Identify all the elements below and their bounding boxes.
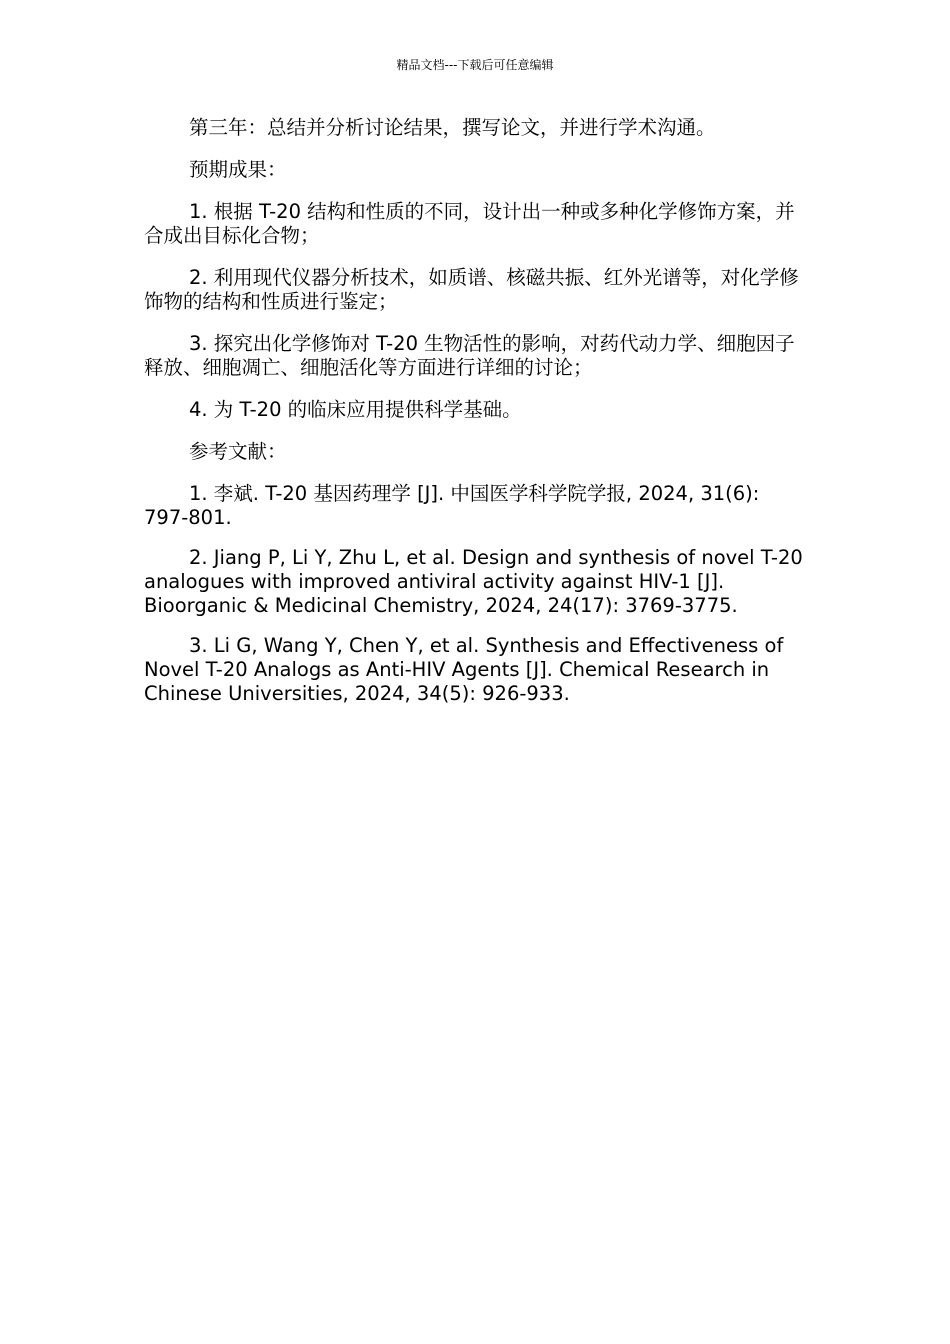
page-header: 精品文档---下载后可任意编辑 — [396, 58, 554, 72]
expected-results-heading: 预期成果： — [189, 158, 287, 181]
plan-year3-paragraph: 第三年：总结并分析讨论结果，撰写论文，并进行学术沟通。 — [189, 116, 716, 139]
reference-item-3: 3. Li G, Wang Y, Chen Y, et al. Synthesis and Effectiveness of Novel T-20 Analogs as Anti-HIV Agents [J]. Chemical Research in Chinese Universities, 2024, 34(5): 926-933. — [144, 634, 784, 705]
references-list — [144, 482, 806, 706]
references-heading: 参考文献： — [189, 440, 287, 463]
expected-result-item-1: 1. 根据 T-20 结构和性质的不同，设计出一种或多种化学修饰方案，并合成出目标化合物； — [144, 200, 795, 247]
reference-item-1: 1. 李斌. T-20 基因药理学 [J]. 中国医学科学院学报, 2024, 31(6): 797-801. — [144, 482, 760, 529]
expected-result-item-2: 2. 利用现代仪器分析技术，如质谱、核磁共振、红外光谱等，对化学修饰物的结构和性质进行鉴定； — [144, 266, 799, 313]
expected-result-item-4: 4. 为 T-20 的临床应用提供科学基础。 — [189, 398, 522, 421]
document-body — [144, 116, 806, 722]
reference-item-2: 2. Jiang P, Li Y, Zhu L, et al. Design and synthesis of novel T-20 analogues with improved antiviral activity against HIV-1 [J]. Bioorganic & Medicinal Chemistry, 2024, 24(17): 3769-3775. — [144, 546, 803, 617]
expected-result-item-3: 3. 探究出化学修饰对 T-20 生物活性的影响，对药代动力学、细胞因子释放、细胞凋亡、细胞活化等方面进行详细的讨论； — [144, 332, 795, 379]
